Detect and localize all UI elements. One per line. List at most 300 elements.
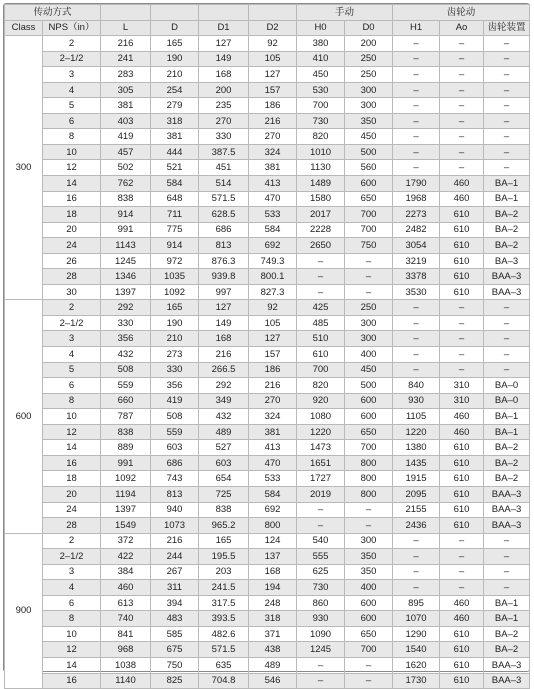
cell-d0: 800 xyxy=(345,486,393,502)
cell-d: 743 xyxy=(151,471,199,487)
cell-h0: 1080 xyxy=(297,409,345,425)
cell-gear-unit: – xyxy=(484,580,530,596)
cell-d: 216 xyxy=(151,533,199,549)
cell-h1: 1790 xyxy=(393,176,440,192)
cell-ao: 610 xyxy=(440,471,484,487)
cell-d2: 470 xyxy=(249,455,297,471)
cell-nps: 6 xyxy=(43,378,101,394)
cell-d0: – xyxy=(345,518,393,534)
manual-header: 手动 xyxy=(297,5,393,21)
cell-nps: 10 xyxy=(43,409,101,425)
cell-gear-unit: – xyxy=(484,362,530,378)
cell-h0: 820 xyxy=(297,129,345,145)
cell-d1: 725 xyxy=(199,486,249,502)
cell-d: 940 xyxy=(151,502,199,518)
cell-d: 318 xyxy=(151,113,199,129)
cell-d0: 450 xyxy=(345,362,393,378)
cell-h1: 2482 xyxy=(393,222,440,238)
cell-d2: 584 xyxy=(249,486,297,502)
cell-gear-unit: BA–3 xyxy=(484,253,530,269)
cell-h1: – xyxy=(393,82,440,98)
table-row xyxy=(5,207,530,223)
cell-h1: 895 xyxy=(393,595,440,611)
table-row xyxy=(5,393,530,409)
cell-d0: 500 xyxy=(345,144,393,160)
cell-l: 740 xyxy=(101,611,151,627)
cell-h1: 1968 xyxy=(393,191,440,207)
cell-d1: 168 xyxy=(199,331,249,347)
cell-d0: 300 xyxy=(345,82,393,98)
cell-gear-unit: BA–1 xyxy=(484,191,530,207)
cell-ao: 610 xyxy=(440,238,484,254)
column-header-l: L xyxy=(101,20,151,36)
cell-h1: 3054 xyxy=(393,238,440,254)
column-header-row xyxy=(5,20,530,36)
cell-nps: 5 xyxy=(43,98,101,114)
cell-h1: 840 xyxy=(393,378,440,394)
cell-ao: – xyxy=(440,549,484,565)
cell-nps: 3 xyxy=(43,564,101,580)
cell-nps: 20 xyxy=(43,486,101,502)
table-body xyxy=(5,36,530,689)
cell-h1: – xyxy=(393,300,440,316)
cell-d0: 700 xyxy=(345,440,393,456)
cell-d0: 450 xyxy=(345,129,393,145)
cell-ao: – xyxy=(440,113,484,129)
cell-h1: 3530 xyxy=(393,284,440,300)
cell-h0: – xyxy=(297,269,345,285)
table-row xyxy=(5,284,530,300)
cell-l: 838 xyxy=(101,191,151,207)
cell-h1: 1915 xyxy=(393,471,440,487)
cell-d0: 300 xyxy=(345,315,393,331)
cell-ao: – xyxy=(440,564,484,580)
cell-gear-unit: – xyxy=(484,160,530,176)
cell-d1: 628.5 xyxy=(199,207,249,223)
cell-l: 216 xyxy=(101,36,151,52)
cell-nps: 18 xyxy=(43,471,101,487)
cell-ao: – xyxy=(440,347,484,363)
cell-gear-unit: – xyxy=(484,36,530,52)
cell-d1: 317.5 xyxy=(199,595,249,611)
cell-d: 686 xyxy=(151,455,199,471)
cell-d: 394 xyxy=(151,595,199,611)
column-header-h1: H1 xyxy=(393,20,440,36)
cell-h1: – xyxy=(393,144,440,160)
cell-h1: 2436 xyxy=(393,518,440,534)
cell-d0: 500 xyxy=(345,378,393,394)
table-row xyxy=(5,440,530,456)
cell-d2: 124 xyxy=(249,533,297,549)
cell-h1: 1540 xyxy=(393,642,440,658)
cell-d1: 168 xyxy=(199,67,249,83)
cell-d: 311 xyxy=(151,580,199,596)
cell-d2: 546 xyxy=(249,673,297,689)
cell-gear-unit: – xyxy=(484,300,530,316)
cell-h1: 1290 xyxy=(393,626,440,642)
cell-ao: 460 xyxy=(440,191,484,207)
cell-d0: 250 xyxy=(345,51,393,67)
cell-nps: 2–1/2 xyxy=(43,549,101,565)
cell-d1: 270 xyxy=(199,113,249,129)
cell-d1: 686 xyxy=(199,222,249,238)
cell-gear-unit: BA–2 xyxy=(484,455,530,471)
cell-d2: 216 xyxy=(249,378,297,394)
cell-ao: 610 xyxy=(440,518,484,534)
cell-d: 585 xyxy=(151,626,199,642)
cell-gear-unit: – xyxy=(484,129,530,145)
table-row xyxy=(5,549,530,565)
cell-d1: 965.2 xyxy=(199,518,249,534)
table-row xyxy=(5,129,530,145)
cell-d0: 800 xyxy=(345,455,393,471)
cell-d2: 381 xyxy=(249,424,297,440)
cell-gear-unit: BA–2 xyxy=(484,626,530,642)
cell-d0: 600 xyxy=(345,393,393,409)
cell-gear-unit: BA–1 xyxy=(484,176,530,192)
cell-ao: 610 xyxy=(440,207,484,223)
cell-d2: 381 xyxy=(249,160,297,176)
cell-h0: 485 xyxy=(297,315,345,331)
cell-nps: 2–1/2 xyxy=(43,315,101,331)
cell-gear-unit: BA–2 xyxy=(484,207,530,223)
cell-d0: – xyxy=(345,253,393,269)
table-row xyxy=(5,144,530,160)
cell-nps: 8 xyxy=(43,393,101,409)
cell-d: 972 xyxy=(151,253,199,269)
cell-gear-unit: BA–2 xyxy=(484,642,530,658)
cell-d2: 318 xyxy=(249,611,297,627)
class-cell: 300 xyxy=(5,36,43,300)
cell-ao: – xyxy=(440,533,484,549)
cell-h1: – xyxy=(393,67,440,83)
cell-l: 457 xyxy=(101,144,151,160)
table-row xyxy=(5,642,530,658)
cell-l: 660 xyxy=(101,393,151,409)
cell-gear-unit: – xyxy=(484,564,530,580)
cell-h1: 2273 xyxy=(393,207,440,223)
cell-h1: 1730 xyxy=(393,673,440,689)
column-header-class: Class xyxy=(5,20,43,36)
cell-h0: 1090 xyxy=(297,626,345,642)
cell-d: 419 xyxy=(151,393,199,409)
cell-d2: 248 xyxy=(249,595,297,611)
cell-d: 356 xyxy=(151,378,199,394)
cell-d2: 216 xyxy=(249,113,297,129)
cell-d1: 635 xyxy=(199,657,249,673)
cell-d: 914 xyxy=(151,238,199,254)
cell-d: 254 xyxy=(151,82,199,98)
cell-l: 419 xyxy=(101,129,151,145)
cell-gear-unit: – xyxy=(484,113,530,129)
cell-d0: 650 xyxy=(345,191,393,207)
table-row xyxy=(5,222,530,238)
cell-ao: 310 xyxy=(440,393,484,409)
cell-ao: – xyxy=(440,580,484,596)
cell-l: 1092 xyxy=(101,471,151,487)
cell-h0: 730 xyxy=(297,113,345,129)
cell-d: 1092 xyxy=(151,284,199,300)
table-row xyxy=(5,673,530,689)
cell-l: 1397 xyxy=(101,502,151,518)
cell-d2: 749.3 xyxy=(249,253,297,269)
table-row xyxy=(5,176,530,192)
column-header-gear-unit: 齿轮装置 xyxy=(484,20,530,36)
cell-h1: 3378 xyxy=(393,269,440,285)
cell-d: 165 xyxy=(151,300,199,316)
cell-ao: 610 xyxy=(440,642,484,658)
cell-gear-unit: BA–2 xyxy=(484,440,530,456)
cell-l: 460 xyxy=(101,580,151,596)
cell-d2: 827.3 xyxy=(249,284,297,300)
drive-mode-header: 传动方式 xyxy=(5,5,101,21)
cell-d1: 165 xyxy=(199,533,249,549)
cell-l: 508 xyxy=(101,362,151,378)
cell-h0: 700 xyxy=(297,98,345,114)
cell-d0: 300 xyxy=(345,533,393,549)
cell-d2: 168 xyxy=(249,564,297,580)
table-row xyxy=(5,331,530,347)
cell-h1: 930 xyxy=(393,393,440,409)
cell-h0: 930 xyxy=(297,611,345,627)
cell-gear-unit: BAA–3 xyxy=(484,657,530,673)
cell-d0: 650 xyxy=(345,626,393,642)
cell-gear-unit: – xyxy=(484,98,530,114)
cell-d1: 241.5 xyxy=(199,580,249,596)
cell-nps: 4 xyxy=(43,347,101,363)
cell-ao: 610 xyxy=(440,253,484,269)
cell-d0: 250 xyxy=(345,300,393,316)
cell-d1: 813 xyxy=(199,238,249,254)
table-row xyxy=(5,486,530,502)
cell-l: 762 xyxy=(101,176,151,192)
cell-d: 190 xyxy=(151,315,199,331)
cell-d0: – xyxy=(345,657,393,673)
cell-d2: 413 xyxy=(249,176,297,192)
cell-d2: 186 xyxy=(249,362,297,378)
cell-nps: 28 xyxy=(43,269,101,285)
cell-d: 813 xyxy=(151,486,199,502)
table-row xyxy=(5,455,530,471)
cell-d1: 432 xyxy=(199,409,249,425)
cell-d2: 692 xyxy=(249,238,297,254)
cell-d: 521 xyxy=(151,160,199,176)
cell-h0: 1130 xyxy=(297,160,345,176)
cell-d1: 203 xyxy=(199,564,249,580)
cell-d: 267 xyxy=(151,564,199,580)
cell-nps: 16 xyxy=(43,191,101,207)
cell-nps: 12 xyxy=(43,642,101,658)
cell-gear-unit: BA–1 xyxy=(484,611,530,627)
cell-d: 711 xyxy=(151,207,199,223)
cell-l: 991 xyxy=(101,222,151,238)
cell-gear-unit: BA–0 xyxy=(484,393,530,409)
table-row xyxy=(5,82,530,98)
cell-nps: 3 xyxy=(43,67,101,83)
cell-d: 750 xyxy=(151,657,199,673)
class-cell: 600 xyxy=(5,300,43,533)
cell-nps: 4 xyxy=(43,580,101,596)
cell-h0: 700 xyxy=(297,362,345,378)
cell-h0: 730 xyxy=(297,580,345,596)
table-row xyxy=(5,362,530,378)
cell-ao: 460 xyxy=(440,176,484,192)
cell-d1: 571.5 xyxy=(199,191,249,207)
cell-l: 372 xyxy=(101,533,151,549)
cell-d1: 127 xyxy=(199,36,249,52)
cell-gear-unit: BAA–3 xyxy=(484,673,530,689)
cell-d0: 300 xyxy=(345,98,393,114)
cell-d0: 700 xyxy=(345,222,393,238)
cell-d2: 157 xyxy=(249,347,297,363)
cell-d1: 235 xyxy=(199,98,249,114)
cell-h1: – xyxy=(393,533,440,549)
cell-d0: – xyxy=(345,269,393,285)
cell-d1: 387.5 xyxy=(199,144,249,160)
cell-l: 841 xyxy=(101,626,151,642)
table-row xyxy=(5,595,530,611)
cell-h1: – xyxy=(393,331,440,347)
cell-gear-unit: BAA–3 xyxy=(484,269,530,285)
cell-d2: 186 xyxy=(249,98,297,114)
cell-d2: 489 xyxy=(249,657,297,673)
valve-dimension-table-frame xyxy=(3,3,530,687)
blank-header-d1 xyxy=(199,5,249,21)
cell-d1: 349 xyxy=(199,393,249,409)
cell-h1: – xyxy=(393,315,440,331)
table-row xyxy=(5,347,530,363)
cell-h0: 1489 xyxy=(297,176,345,192)
cell-l: 787 xyxy=(101,409,151,425)
cell-l: 559 xyxy=(101,378,151,394)
cell-h1: – xyxy=(393,113,440,129)
cell-d1: 451 xyxy=(199,160,249,176)
table-row xyxy=(5,253,530,269)
blank-header-d xyxy=(151,5,199,21)
cell-d0: 400 xyxy=(345,580,393,596)
table-row xyxy=(5,98,530,114)
cell-h1: 1620 xyxy=(393,657,440,673)
cell-nps: 26 xyxy=(43,253,101,269)
cell-d0: 300 xyxy=(345,331,393,347)
cell-d: 1073 xyxy=(151,518,199,534)
cell-gear-unit: – xyxy=(484,315,530,331)
cell-d1: 149 xyxy=(199,315,249,331)
cell-ao: 610 xyxy=(440,502,484,518)
cell-d1: 216 xyxy=(199,347,249,363)
cell-d: 279 xyxy=(151,98,199,114)
blank-header-l xyxy=(101,5,151,21)
cell-gear-unit: – xyxy=(484,82,530,98)
cell-nps: 2 xyxy=(43,300,101,316)
cell-d: 210 xyxy=(151,331,199,347)
cell-d: 559 xyxy=(151,424,199,440)
cell-ao: – xyxy=(440,331,484,347)
cell-l: 384 xyxy=(101,564,151,580)
cell-d1: 482.6 xyxy=(199,626,249,642)
cell-h0: 1220 xyxy=(297,424,345,440)
cell-d2: 127 xyxy=(249,331,297,347)
cell-h0: 820 xyxy=(297,378,345,394)
cell-l: 914 xyxy=(101,207,151,223)
cell-d2: 194 xyxy=(249,580,297,596)
cell-ao: 610 xyxy=(440,284,484,300)
cell-gear-unit: – xyxy=(484,549,530,565)
cell-h1: 3219 xyxy=(393,253,440,269)
cell-l: 838 xyxy=(101,424,151,440)
cell-h1: 1220 xyxy=(393,424,440,440)
cell-gear-unit: BA–1 xyxy=(484,595,530,611)
cell-h0: – xyxy=(297,657,345,673)
cell-nps: 2–1/2 xyxy=(43,51,101,67)
cell-nps: 2 xyxy=(43,36,101,52)
cell-ao: – xyxy=(440,51,484,67)
cell-d2: 137 xyxy=(249,549,297,565)
cell-l: 432 xyxy=(101,347,151,363)
valve-dimension-table xyxy=(4,4,530,689)
cell-d2: 533 xyxy=(249,207,297,223)
cell-nps: 10 xyxy=(43,626,101,642)
cell-h0: 610 xyxy=(297,347,345,363)
cell-ao: 610 xyxy=(440,673,484,689)
cell-nps: 12 xyxy=(43,160,101,176)
cell-nps: 24 xyxy=(43,502,101,518)
cell-ao: 610 xyxy=(440,486,484,502)
cell-d: 584 xyxy=(151,176,199,192)
cell-ao: – xyxy=(440,160,484,176)
cell-d: 244 xyxy=(151,549,199,565)
cell-l: 991 xyxy=(101,455,151,471)
cell-h1: 2155 xyxy=(393,502,440,518)
cell-d1: 704.8 xyxy=(199,673,249,689)
cell-h0: – xyxy=(297,518,345,534)
cell-d1: 527 xyxy=(199,440,249,456)
cell-ao: – xyxy=(440,98,484,114)
cell-d1: 997 xyxy=(199,284,249,300)
cell-h1: – xyxy=(393,362,440,378)
cell-l: 1140 xyxy=(101,673,151,689)
cell-ao: – xyxy=(440,129,484,145)
cell-d0: – xyxy=(345,284,393,300)
column-header-ao: Ao xyxy=(440,20,484,36)
cell-l: 502 xyxy=(101,160,151,176)
cell-d0: 350 xyxy=(345,549,393,565)
cell-gear-unit: – xyxy=(484,533,530,549)
table-row xyxy=(5,269,530,285)
cell-gear-unit: BAA–3 xyxy=(484,284,530,300)
cell-h0: 1727 xyxy=(297,471,345,487)
cell-d2: 413 xyxy=(249,440,297,456)
table-row xyxy=(5,502,530,518)
cell-nps: 8 xyxy=(43,129,101,145)
cell-ao: 460 xyxy=(440,409,484,425)
cell-d0: 600 xyxy=(345,611,393,627)
cell-h0: – xyxy=(297,253,345,269)
cell-l: 968 xyxy=(101,642,151,658)
table-row xyxy=(5,378,530,394)
cell-d: 603 xyxy=(151,440,199,456)
cell-d: 190 xyxy=(151,51,199,67)
table-row xyxy=(5,471,530,487)
cell-nps: 18 xyxy=(43,207,101,223)
table-row xyxy=(5,409,530,425)
cell-gear-unit: BAA–3 xyxy=(484,486,530,502)
cell-gear-unit: BAA–3 xyxy=(484,518,530,534)
cell-h1: – xyxy=(393,98,440,114)
cell-h0: 2019 xyxy=(297,486,345,502)
cell-d0: 700 xyxy=(345,642,393,658)
cell-nps: 6 xyxy=(43,595,101,611)
